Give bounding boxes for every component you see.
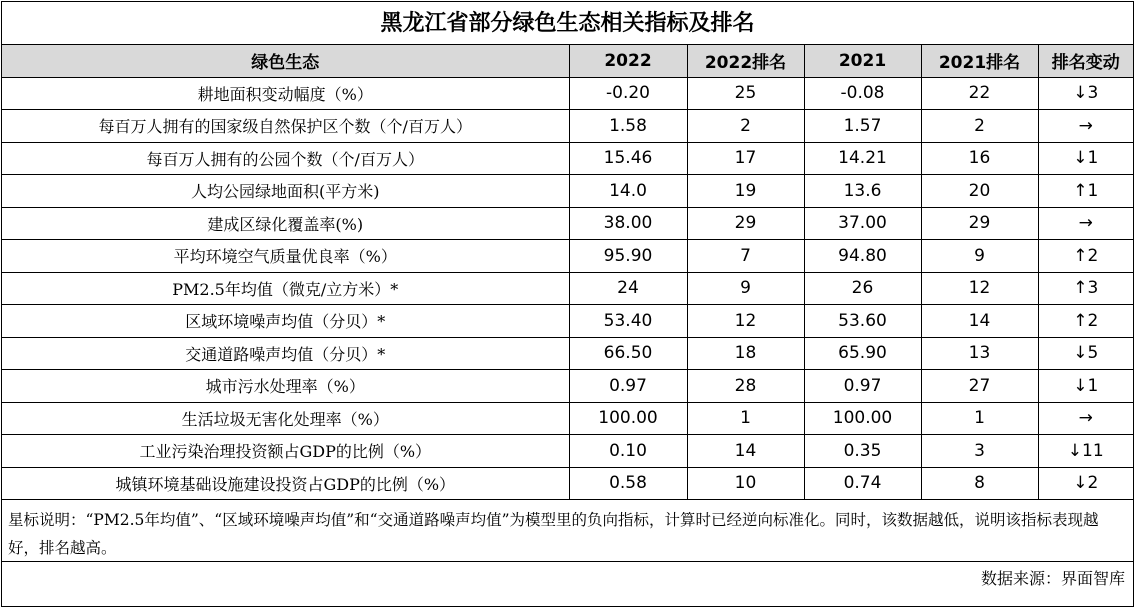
value-2022: 24 xyxy=(569,272,687,305)
table-row xyxy=(2,110,1133,143)
table-row xyxy=(2,337,1133,370)
data-source: 数据来源：界面智库 xyxy=(980,569,1125,588)
indicator-name: 建成区绿化覆盖率(%) xyxy=(2,207,569,240)
column-header-rank-change: 排名变动 xyxy=(1038,45,1133,77)
column-header-2022-rank: 2022排名 xyxy=(687,45,804,77)
rank-2021: 1 xyxy=(921,402,1038,435)
rank-2021: 27 xyxy=(921,370,1038,403)
rank-change: → xyxy=(1038,402,1133,435)
table-row xyxy=(2,77,1133,110)
table-row xyxy=(2,272,1133,305)
value-2022: 100.00 xyxy=(569,402,687,435)
value-2021: 100.00 xyxy=(804,402,921,435)
value-2021: 65.90 xyxy=(804,337,921,370)
rank-2021: 12 xyxy=(921,272,1038,305)
rank-2022: 9 xyxy=(687,272,804,305)
value-2021: 0.74 xyxy=(804,467,921,500)
rank-change: ↓1 xyxy=(1038,370,1133,403)
rank-2021: 29 xyxy=(921,207,1038,240)
indicator-name: PM2.5年均值（微克/立方米）* xyxy=(2,272,569,305)
value-2022: 66.50 xyxy=(569,337,687,370)
rank-2022: 17 xyxy=(687,142,804,175)
indicator-name: 每百万人拥有的公园个数（个/百万人） xyxy=(2,142,569,175)
table-row xyxy=(2,305,1133,338)
rank-2022: 18 xyxy=(687,337,804,370)
value-2021: 26 xyxy=(804,272,921,305)
rank-2021: 3 xyxy=(921,435,1038,468)
value-2022: 0.58 xyxy=(569,467,687,500)
value-2021: -0.08 xyxy=(804,77,921,110)
indicator-name: 工业污染治理投资额占GDP的比例（%） xyxy=(2,435,569,468)
rank-2021: 8 xyxy=(921,467,1038,500)
rank-2022: 25 xyxy=(687,77,804,110)
value-2022: 38.00 xyxy=(569,207,687,240)
indicator-name: 城镇环境基础设施建设投资占GDP的比例（%） xyxy=(2,467,569,500)
column-header-2022: 2022 xyxy=(569,45,687,77)
indicator-name: 区域环境噪声均值（分贝）* xyxy=(2,305,569,338)
table-row xyxy=(2,402,1133,435)
rank-change: ↓1 xyxy=(1038,142,1133,175)
value-2021: 0.97 xyxy=(804,370,921,403)
rank-2022: 10 xyxy=(687,467,804,500)
value-2021: 13.6 xyxy=(804,175,921,208)
value-2022: 0.10 xyxy=(569,435,687,468)
indicator-name: 耕地面积变动幅度（%） xyxy=(2,77,569,110)
value-2022: 0.97 xyxy=(569,370,687,403)
rank-change: ↓5 xyxy=(1038,337,1133,370)
rank-2022: 29 xyxy=(687,207,804,240)
value-2022: 53.40 xyxy=(569,305,687,338)
rank-2021: 16 xyxy=(921,142,1038,175)
rank-2022: 12 xyxy=(687,305,804,338)
indicator-name: 人均公园绿地面积(平方米) xyxy=(2,175,569,208)
table-frame xyxy=(1,1,1134,607)
rank-2022: 28 xyxy=(687,370,804,403)
rank-change: ↑2 xyxy=(1038,240,1133,273)
rank-2021: 13 xyxy=(921,337,1038,370)
value-2021: 1.57 xyxy=(804,110,921,143)
table-body xyxy=(2,77,1133,500)
rank-2021: 22 xyxy=(921,77,1038,110)
value-2022: 1.58 xyxy=(569,110,687,143)
indicator-name: 平均环境空气质量优良率（%） xyxy=(2,240,569,273)
rank-2022: 2 xyxy=(687,110,804,143)
value-2021: 53.60 xyxy=(804,305,921,338)
header-row xyxy=(2,45,1133,77)
rank-change: ↑2 xyxy=(1038,305,1133,338)
table-row xyxy=(2,175,1133,208)
rank-2022: 19 xyxy=(687,175,804,208)
rank-2021: 9 xyxy=(921,240,1038,273)
rank-change: → xyxy=(1038,207,1133,240)
value-2022: 95.90 xyxy=(569,240,687,273)
rank-2022: 14 xyxy=(687,435,804,468)
value-2021: 37.00 xyxy=(804,207,921,240)
value-2022: 14.0 xyxy=(569,175,687,208)
indicator-name: 城市污水处理率（%） xyxy=(2,370,569,403)
column-header-2021: 2021 xyxy=(804,45,921,77)
rank-2022: 1 xyxy=(687,402,804,435)
column-header-2021-rank: 2021排名 xyxy=(921,45,1038,77)
rank-2021: 2 xyxy=(921,110,1038,143)
rank-change: → xyxy=(1038,110,1133,143)
value-2022: 15.46 xyxy=(569,142,687,175)
table-row xyxy=(2,370,1133,403)
table-row xyxy=(2,240,1133,273)
table-row xyxy=(2,142,1133,175)
rank-2022: 7 xyxy=(687,240,804,273)
rank-change: ↑3 xyxy=(1038,272,1133,305)
value-2021: 0.35 xyxy=(804,435,921,468)
rank-change: ↓11 xyxy=(1038,435,1133,468)
table-row xyxy=(2,467,1133,500)
value-2021: 14.21 xyxy=(804,142,921,175)
indicator-name: 交通道路噪声均值（分贝）* xyxy=(2,337,569,370)
indicator-name: 生活垃圾无害化处理率（%） xyxy=(2,402,569,435)
table-row xyxy=(2,435,1133,468)
rank-2021: 14 xyxy=(921,305,1038,338)
table-title: 黑龙江省部分绿色生态相关指标及排名 xyxy=(2,2,1133,45)
rank-change: ↓3 xyxy=(1038,77,1133,110)
rank-2021: 20 xyxy=(921,175,1038,208)
footnote: 星标说明：“PM2.5年均值”、“区域环境噪声均值”和“交通道路噪声均值”为模型里的负向指标，计算时已经逆向标准化。同时，该数据越低，说明该指标表现越好，排名越高。 xyxy=(2,500,1133,562)
indicator-table xyxy=(2,45,1133,500)
rank-change: ↑1 xyxy=(1038,175,1133,208)
indicator-name: 每百万人拥有的国家级自然保护区个数（个/百万人） xyxy=(2,110,569,143)
value-2022: -0.20 xyxy=(569,77,687,110)
value-2021: 94.80 xyxy=(804,240,921,273)
column-header-indicator: 绿色生态 xyxy=(2,45,569,77)
table-row xyxy=(2,207,1133,240)
rank-change: ↓2 xyxy=(1038,467,1133,500)
